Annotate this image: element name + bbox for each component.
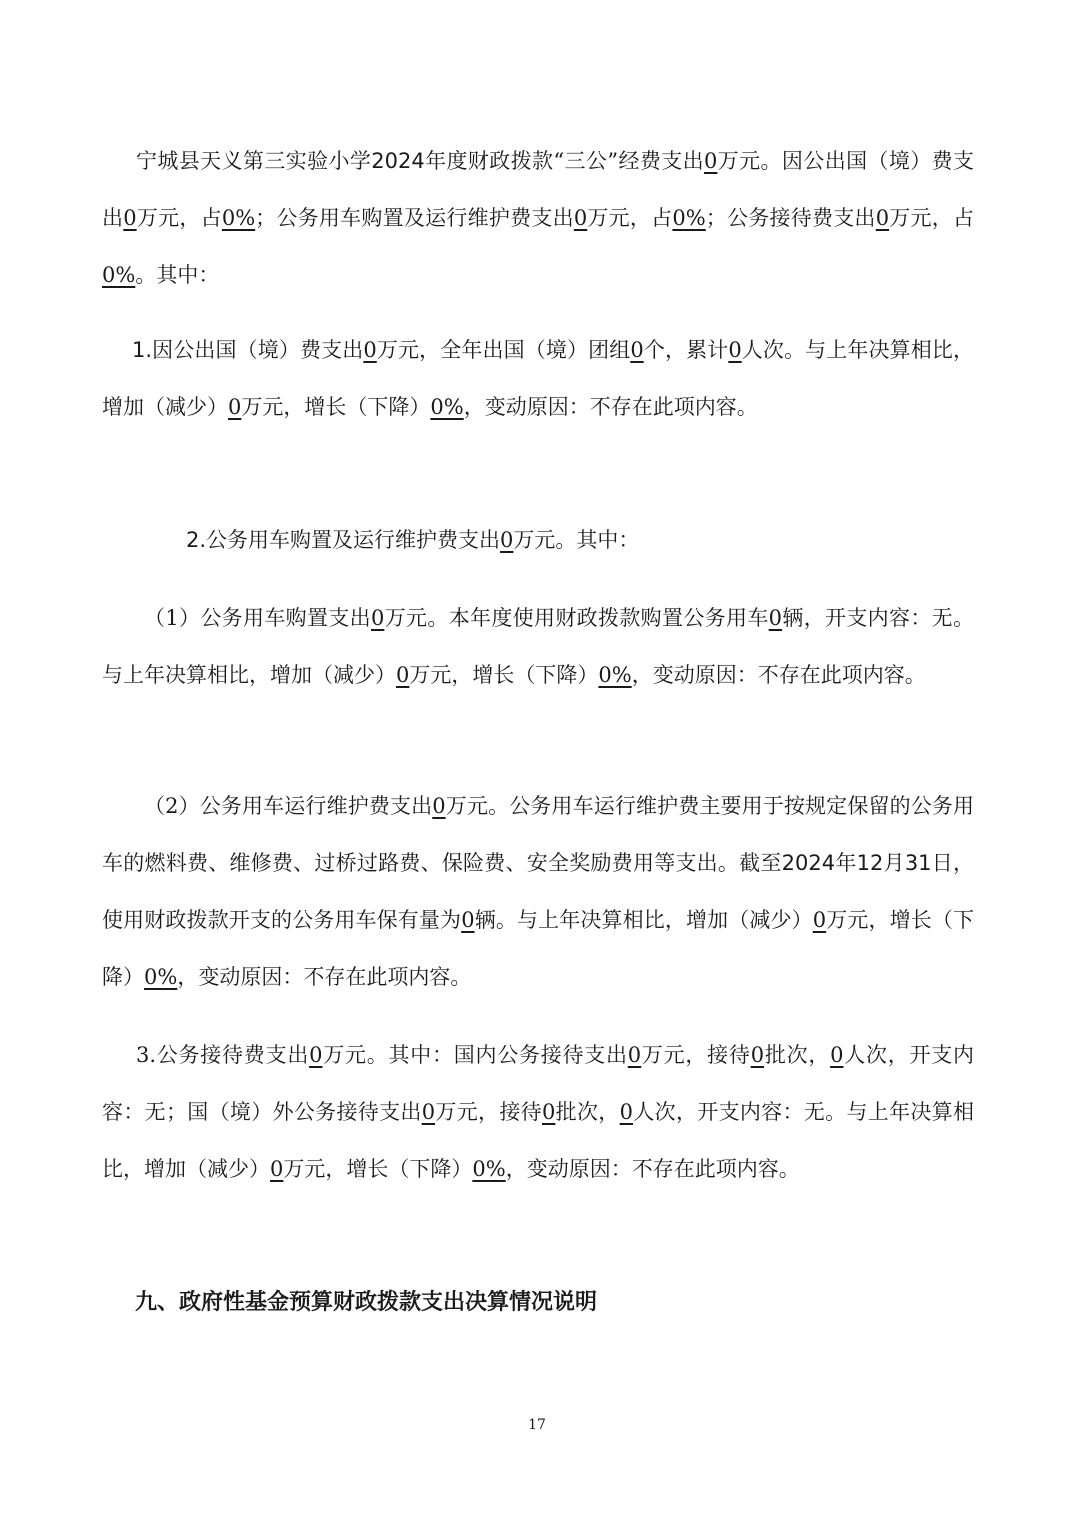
value: 0 <box>228 395 242 419</box>
year-value: 2024 <box>371 149 425 173</box>
section-heading: 九、政府性基金预算财政拨款支出决算情况说明 <box>135 1290 598 1315</box>
text: 万元，接待 <box>435 1100 542 1124</box>
text: 3.公务接待费支出 <box>136 1043 310 1067</box>
value: 0 <box>421 1100 436 1124</box>
vehicle-expense-value: 0 <box>573 206 588 230</box>
text: 万元，占 <box>889 206 975 230</box>
value: 0 <box>630 338 644 362</box>
text: ，变动原因：不存在此项内容。 <box>463 395 758 419</box>
text: ；公务接待费支出 <box>705 206 876 230</box>
value: 0 <box>432 794 446 818</box>
overseas-expense-value: 0 <box>123 206 137 230</box>
reception-share-value: 0% <box>102 263 136 287</box>
text: 批次， <box>764 1043 831 1067</box>
value: 0 <box>371 606 385 630</box>
text: 。其中： <box>135 263 220 287</box>
day-value: 31 <box>904 851 932 875</box>
value: 0% <box>472 1157 506 1181</box>
value: 0 <box>270 1157 284 1181</box>
text: 月 <box>883 851 905 875</box>
reception-expense-value: 0 <box>875 206 890 230</box>
text: 因公出国（境）费支出 <box>152 338 364 362</box>
text: 个，累计 <box>643 338 729 362</box>
text: 万元，接待 <box>641 1043 751 1067</box>
value: 0 <box>619 1100 633 1124</box>
item-number: 2. <box>186 528 207 552</box>
text: 万元，增长（下降） <box>102 908 975 989</box>
paragraph-sangong-summary <box>102 133 974 304</box>
year-value: 2024 <box>781 851 836 875</box>
text: ，变动原因：不存在此项内容。 <box>631 663 926 687</box>
text: ，变动原因：不存在此项内容。 <box>505 1157 800 1181</box>
paragraph-vehicle-maintenance <box>102 778 974 1006</box>
text: 辆，开支内容：无。与上年决算相比，增加（减少） <box>102 606 975 687</box>
text: 人次，开支内容：无；国（境）外公务接待支出 <box>102 1043 974 1124</box>
paragraph-reception <box>102 1027 974 1198</box>
value: 0 <box>830 1043 844 1067</box>
text: 年 <box>835 851 857 875</box>
text: 公务用车购置及运行维护费支出 <box>206 528 501 552</box>
item-number: 1. <box>132 338 153 362</box>
text: 万元，全年出国（境）团组 <box>376 338 631 362</box>
paragraph-vehicle-heading <box>102 512 974 569</box>
text: 人次，开支内容：无。与上年决算相比，增加（减少） <box>102 1100 975 1181</box>
value: 0 <box>461 908 475 932</box>
text: 年度财政拨款“三公”经费支出 <box>424 149 704 173</box>
value: 0 <box>750 1043 765 1067</box>
text: ，变动原因：不存在此项内容。 <box>177 965 472 989</box>
text: 万元。其中：国内公务接待支出 <box>322 1043 628 1067</box>
total-expense-value: 0 <box>704 149 718 173</box>
value: 0 <box>768 606 783 630</box>
value: 0 <box>309 1043 323 1067</box>
value: 0% <box>430 395 464 419</box>
text: 批次， <box>555 1100 620 1124</box>
value: 0 <box>500 528 514 552</box>
text: 人次。与上年决算相比，增加（减少） <box>102 338 975 419</box>
text: 万元。因公出国（境）费支出 <box>102 149 975 230</box>
text: 万元。公务用车运行维护费主要用于按规定保留的公务用车的燃料费、维修费、过桥过路费、保险费、安全奖励费用等支出。截至 <box>102 794 974 875</box>
value: 0 <box>541 1100 556 1124</box>
vehicle-share-value: 0% <box>672 206 706 230</box>
text: 辆。与上年决算相比，增加（减少） <box>474 908 813 932</box>
text: 万元。本年度使用财政拨款购置公务用车 <box>384 606 769 630</box>
text: 万元，占 <box>136 206 222 230</box>
text: 万元，增长（下降） <box>409 663 599 687</box>
text: （2）公务用车运行维护费支出 <box>144 794 433 818</box>
text: （1）公务用车购置支出 <box>144 606 371 630</box>
month-value: 12 <box>856 851 884 875</box>
value: 0 <box>728 338 742 362</box>
value: 0 <box>363 338 377 362</box>
value: 0% <box>598 663 632 687</box>
value: 0 <box>627 1043 642 1067</box>
value: 0 <box>396 663 410 687</box>
overseas-share-value: 0% <box>221 206 256 230</box>
text: 宁城县天义第三实验小学 <box>136 149 372 173</box>
text: ；公务用车购置及运行维护费支出 <box>255 206 574 230</box>
text: 日，使用财政拨款开支的公务用车保有量为 <box>102 851 975 932</box>
text: 万元，增长（下降） <box>241 395 431 419</box>
paragraph-vehicle-purchase <box>102 590 974 704</box>
value: 0 <box>812 908 827 932</box>
text: 万元，增长（下降） <box>283 1157 473 1181</box>
page-number: 17 <box>528 1417 546 1433</box>
value: 0% <box>144 965 178 989</box>
text: 万元。其中： <box>513 528 640 552</box>
paragraph-overseas <box>102 322 974 436</box>
text: 万元，占 <box>587 206 673 230</box>
